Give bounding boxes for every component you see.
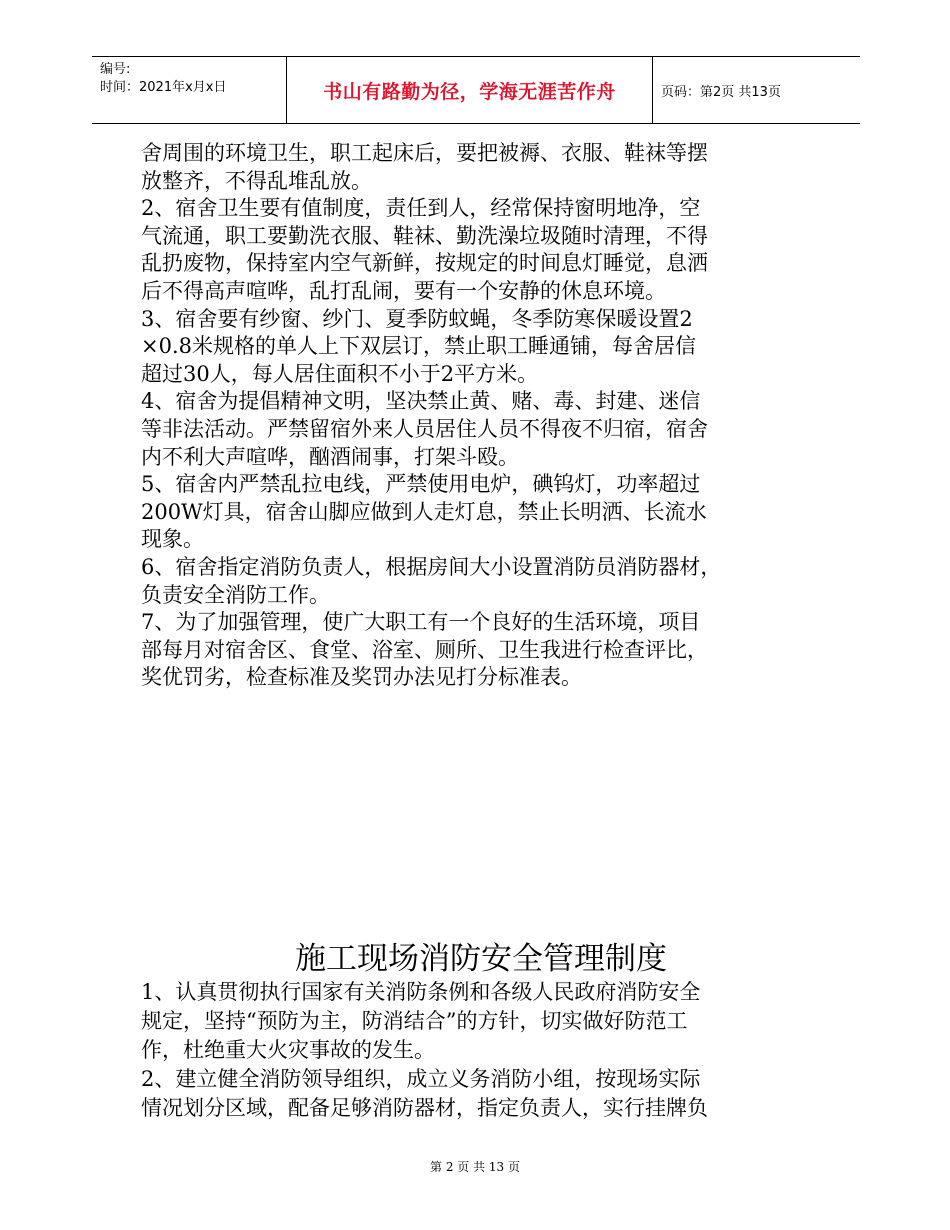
paragraph: 1、认真贯彻执行国家有关消防条例和各级人民政府消防安全 规定，坚持“预防为主，防消结合”的方针，切实做好防范工 作，杜绝重大火灾事故的发生。 — [141, 980, 701, 1062]
body-text — [141, 140, 821, 692]
paragraph: 6、宿舍指定消防负责人，根据房间大小设置消防员消防器材， 负责安全消防工作。 — [141, 554, 722, 607]
section-body-text — [141, 978, 821, 1123]
header-motto: 书山有路勤为径，学海无涯苦作舟 — [287, 57, 653, 123]
document-time: 时间：2021年x月x日 — [100, 80, 227, 95]
paragraph: 2、宿舍卫生要有值制度，责任到人，经常保持窗明地净，空 气流通，职工要勤洗衣服、鞋袜、勤洗澡垃圾随时清理，不得 乱扔废物，保持室内空气新鲜，按规定的时间息灯睡觉，息洒 后不得高声喧哗，乱打乱闹，要有一个安静的休息环境。 — [141, 196, 708, 303]
page-footer: 第 2 页 共 13 页 — [430, 1160, 520, 1174]
paragraph: 舍周围的环境卫生，职工起床后，要把被褥、衣服、鞋袜等摆 放整齐，不得乱堆乱放。 — [141, 141, 708, 193]
paragraph: 3、宿舍要有纱窗、纱门、夏季防蚊蝇，冬季防寒保暖设置2 ×0.8米规格的单人上下双层订，禁止职工睡通铺，每舍居信 超过30人，每人居住面积不小于2平方米。 — [141, 306, 696, 386]
paragraph: 2、建立健全消防领导组织，成立义务消防小组，按现场实际 情况划分区域，配备足够消防器材，指定负责人，实行挂牌负 — [141, 1067, 708, 1120]
section-title: 施工现场消防安全管理制度 — [295, 941, 667, 977]
header-page-info: 页码：第2页 共13页 — [661, 84, 781, 100]
header-meta — [92, 57, 287, 123]
paragraph: 4、宿舍为提倡精神文明，坚决禁止黄、赌、毒、封建、迷信 等非法活动。严禁留宿外来人员居住人员不得夜不归宿，宿舍 内不利大声喧哗，酗酒闹事，打架斗殴。 — [141, 389, 708, 469]
page-header — [92, 56, 860, 124]
paragraph: 5、宿舍内严禁乱拉电线，严禁使用电炉，碘钨灯，功率超过 200W灯具，宿舍山脚应做到人走灯息，禁止长明洒、长流水 现象。 — [141, 472, 707, 552]
paragraph: 7、为了加强管理，使广大职工有一个良好的生活环境，项目 部每月对宿舍区、食堂、浴室、厕所、卫生我进行检查评比， 奖优罚劣，检查标准及奖罚办法见打分标准表。 — [141, 610, 708, 690]
document-number-label: 编号: — [100, 62, 131, 77]
